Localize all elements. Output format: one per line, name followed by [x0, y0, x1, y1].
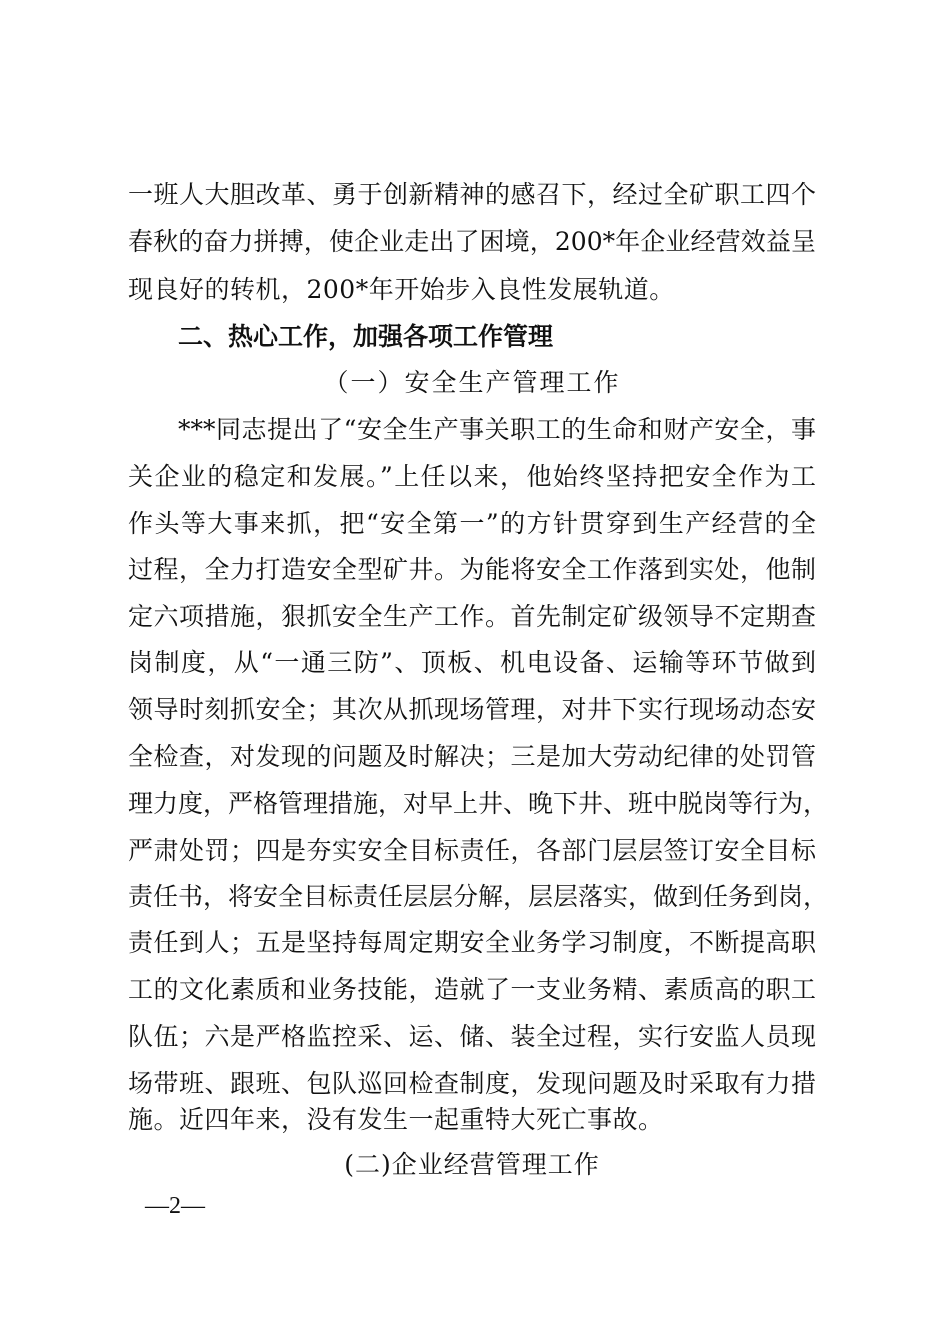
body-text-line: 场带班、跟班、包队巡回检查制度，发现问题及时采取有力措: [128, 1069, 816, 1098]
body-text-line: 现良好的转机，200*年开始步入良性发展轨道。: [128, 275, 675, 304]
body-text-line: 施。近四年来，没有发生一起重特大死亡事故。: [128, 1105, 664, 1134]
body-text-line: 领导时刻抓安全；其次从抓现场管理，对井下实行现场动态安: [128, 695, 816, 724]
body-text-line: 队伍；六是严格监控采、运、储、装全过程，实行安监人员现: [128, 1022, 816, 1051]
body-text-line: 一班人大胆改革、勇于创新精神的感召下，经过全矿职工四个: [128, 180, 816, 209]
body-text-line: 责任书，将安全目标责任层层分解，层层落实，做到任务到岗，: [128, 882, 829, 911]
body-text-line: 严肃处罚；四是夯实安全目标责任，各部门层层签订安全目标: [128, 836, 816, 865]
body-text-line: 全检查，对发现的问题及时解决；三是加大劳动纪律的处罚管: [128, 742, 816, 771]
body-text-line: 过程，全力打造安全型矿井。为能将安全工作落到实处，他制: [128, 555, 816, 584]
body-text-line: 春秋的奋力拼搏，使企业走出了困境，200*年企业经营效益呈: [128, 227, 816, 256]
body-text-line: 关企业的稳定和发展。”上任以来，他始终坚持把安全作为工: [128, 462, 816, 491]
subsection-heading: (二)企业经营管理工作: [344, 1150, 600, 1179]
body-text-line: 责任到人；五是坚持每周定期安全业务学习制度，不断提高职: [128, 928, 816, 957]
body-text-line: 理力度，严格管理措施，对早上井、晚下井、班中脱岗等行为，: [128, 789, 829, 818]
body-text-line: 定六项措施，狠抓安全生产工作。首先制定矿级领导不定期查: [128, 602, 816, 631]
body-text-line: 岗制度，从“一通三防”、顶板、机电设备、运输等环节做到: [128, 648, 816, 677]
page-number: —2—: [145, 1193, 205, 1219]
body-text-line: 作头等大事来抓，把“安全第一”的方针贯穿到生产经营的全: [128, 509, 816, 538]
body-text-line: 工的文化素质和业务技能，造就了一支业务精、素质高的职工: [128, 975, 816, 1004]
subsection-heading: （一）安全生产管理工作: [323, 368, 621, 397]
body-text-line: ***同志提出了“安全生产事关职工的生命和财产安全，事: [178, 415, 816, 444]
section-heading: 二、热心工作，加强各项工作管理: [178, 322, 554, 351]
